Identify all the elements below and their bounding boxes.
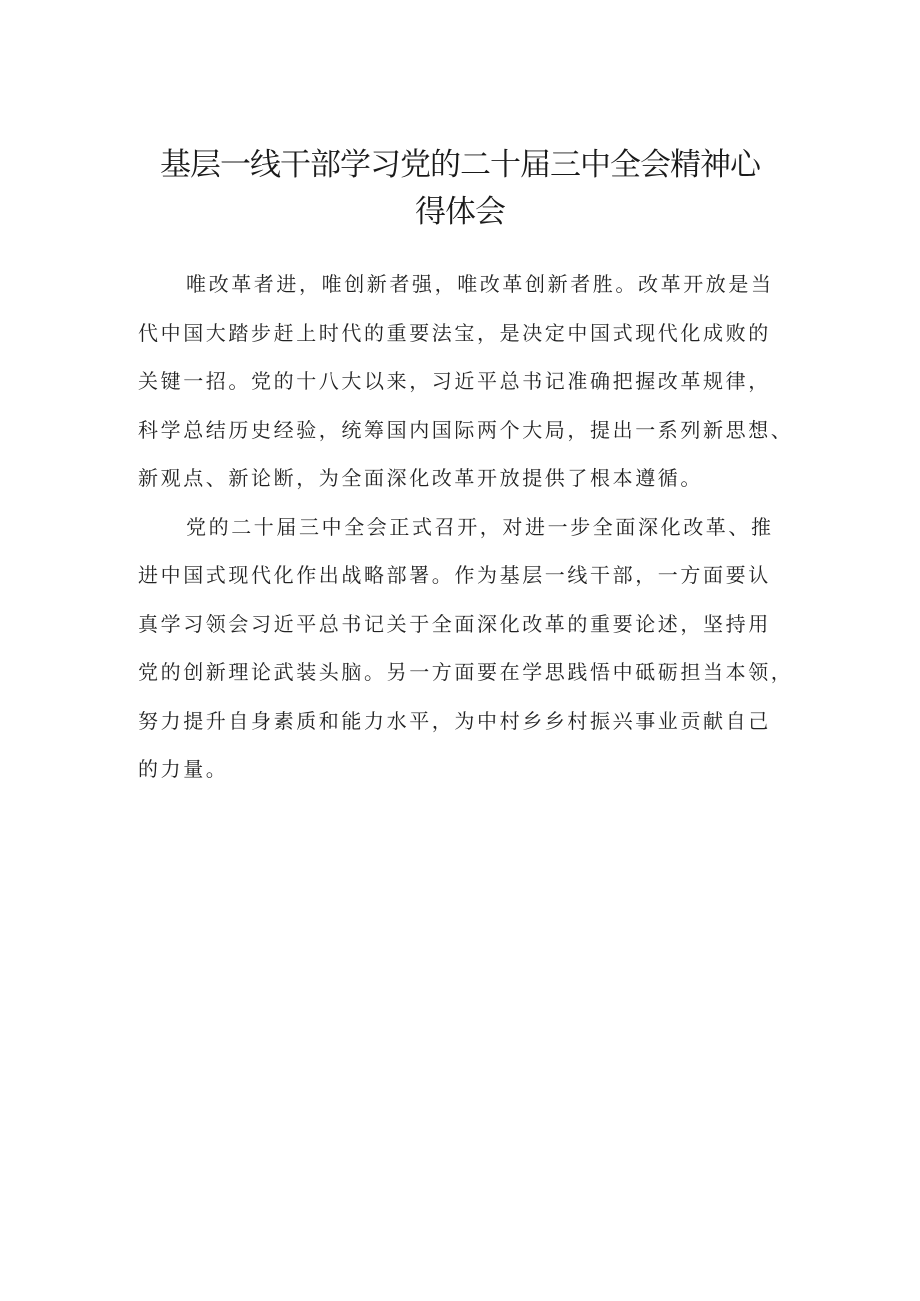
paragraph-line: 进中国式现代化作出战略部署。作为基层一线干部，一方面要认 xyxy=(138,563,771,587)
paragraph-line: 代中国大踏步赶上时代的重要法宝，是决定中国式现代化成败的 xyxy=(138,320,771,345)
paragraph-line: 党的创新理论武装头脑。另一方面要在学思践悟中砥砺担当本领， xyxy=(138,660,794,684)
paragraph-2 xyxy=(138,507,808,798)
document-title xyxy=(130,142,790,236)
paragraph-line: 唯改革者进，唯创新者强，唯改革创新者胜。改革开放是当 xyxy=(186,272,774,296)
paragraph-line: 努力提升自身素质和能力水平，为中村乡乡村振兴事业贡献自己 xyxy=(138,708,771,733)
paragraph-line: 的力量。 xyxy=(138,757,229,781)
document-body xyxy=(138,264,808,798)
paragraph-line: 党的二十届三中全会正式召开，对进一步全面深化改革、推 xyxy=(186,514,774,539)
paragraph-line: 新观点、新论断，为全面深化改革开放提供了根本遵循。 xyxy=(138,466,703,490)
title-line: 得体会 xyxy=(415,194,505,230)
paragraph-line: 科学总结历史经验，统筹国内国际两个大局，提出一系列新思想、 xyxy=(138,417,794,442)
title-line: 基层一线干部学习党的二十届三中全会精神心 xyxy=(160,147,760,183)
paragraph-line: 关键一招。党的十八大以来，习近平总书记准确把握改革规律， xyxy=(138,369,771,393)
paragraph-line: 真学习领会习近平总书记关于全面深化改革的重要论述，坚持用 xyxy=(138,611,771,636)
paragraph-1 xyxy=(138,264,808,507)
